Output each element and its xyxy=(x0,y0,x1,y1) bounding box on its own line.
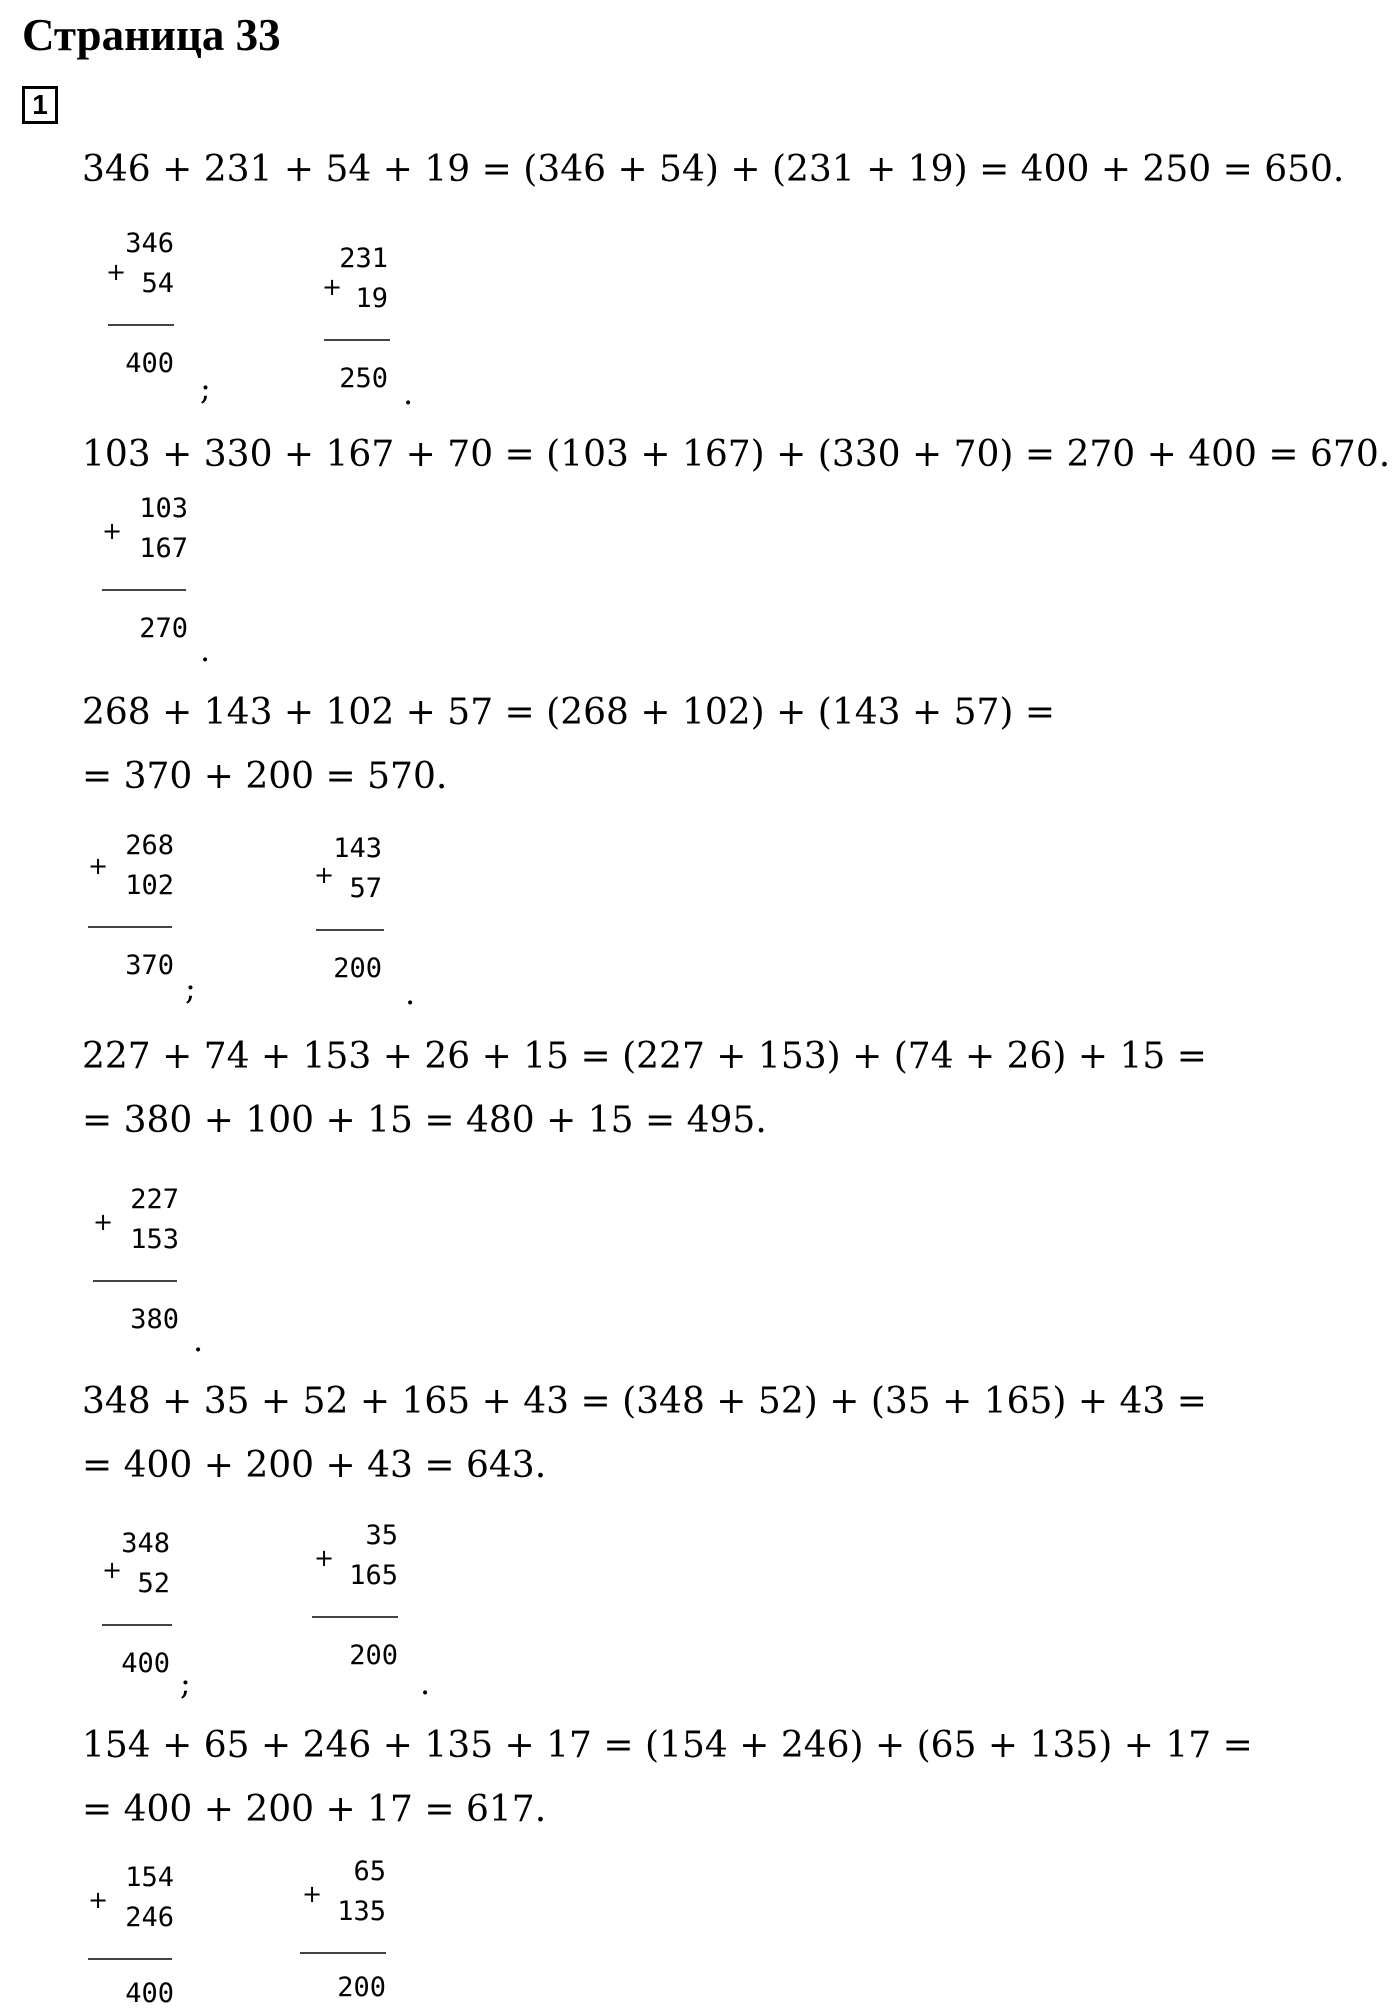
separator: ; xyxy=(200,369,211,407)
sum-line xyxy=(108,324,174,326)
addend-bottom: 19 xyxy=(355,283,388,314)
equation-5-line-2: = 400 + 200 + 43 = 643. xyxy=(82,1445,547,1486)
addend-top: 268 xyxy=(125,830,174,861)
plus-sign: + xyxy=(93,1208,114,1236)
separator: ; xyxy=(185,969,196,1007)
plus-sign: + xyxy=(314,1544,335,1572)
equation-6-line-1: 154 + 65 + 246 + 135 + 17 = (154 + 246) + (65 + 135) + 17 = xyxy=(82,1725,1253,1766)
sum-line xyxy=(93,1280,177,1282)
column-addition xyxy=(86,830,180,990)
page-title: Страница 33 xyxy=(22,10,281,60)
addend-top: 65 xyxy=(353,1856,386,1887)
addend-bottom: 135 xyxy=(337,1896,386,1927)
separator: ; xyxy=(180,1664,191,1702)
sum-line xyxy=(102,589,186,591)
plus-sign: + xyxy=(102,517,123,545)
addend-bottom: 167 xyxy=(139,533,188,564)
addend-top: 154 xyxy=(125,1862,174,1893)
addend-top: 103 xyxy=(139,493,188,524)
sum-line xyxy=(102,1624,172,1626)
sum: 200 xyxy=(333,953,382,984)
equation-3-line-1: 268 + 143 + 102 + 57 = (268 + 102) + (143 + 57) = xyxy=(82,692,1056,733)
equation-5-line-1: 348 + 35 + 52 + 165 + 43 = (348 + 52) + (35 + 165) + 43 = xyxy=(82,1381,1207,1422)
sum-line xyxy=(300,1952,386,1954)
separator: . xyxy=(420,1664,431,1702)
sum: 270 xyxy=(139,613,188,644)
equation-4-line-1: 227 + 74 + 153 + 26 + 15 = (227 + 153) + (74 + 26) + 15 = xyxy=(82,1036,1207,1077)
sum-line xyxy=(316,929,384,931)
addend-bottom: 54 xyxy=(141,268,174,299)
addend-top: 231 xyxy=(339,243,388,274)
sum-line xyxy=(88,926,172,928)
sum: 200 xyxy=(337,1972,386,2003)
separator: . xyxy=(193,1321,204,1359)
plus-sign: + xyxy=(314,861,335,889)
column-addition xyxy=(300,1856,392,2010)
column-addition xyxy=(318,243,398,403)
addend-bottom: 102 xyxy=(125,870,174,901)
equation-4-line-2: = 380 + 100 + 15 = 480 + 15 = 495. xyxy=(82,1100,767,1141)
sum: 400 xyxy=(121,1648,170,1679)
sum-line xyxy=(324,339,390,341)
column-addition xyxy=(91,1184,185,1344)
plus-sign: + xyxy=(88,1886,109,1914)
sum: 250 xyxy=(339,363,388,394)
addend-bottom: 153 xyxy=(130,1224,179,1255)
column-addition xyxy=(100,493,194,653)
plus-sign: + xyxy=(302,1880,323,1908)
sum: 400 xyxy=(125,348,174,379)
column-addition xyxy=(100,1528,180,1688)
sum: 400 xyxy=(125,1978,174,2009)
addend-bottom: 57 xyxy=(349,873,382,904)
addend-top: 346 xyxy=(125,228,174,259)
equation-1: 346 + 231 + 54 + 19 = (346 + 54) + (231 + 19) = 400 + 250 = 650. xyxy=(82,149,1345,190)
plus-sign: + xyxy=(106,258,127,286)
separator: . xyxy=(405,974,416,1012)
column-addition xyxy=(86,1862,180,2010)
addend-bottom: 165 xyxy=(349,1560,398,1591)
addend-top: 227 xyxy=(130,1184,179,1215)
task-number: 1 xyxy=(22,86,58,124)
sum-line xyxy=(312,1616,398,1618)
plus-sign: + xyxy=(102,1556,123,1584)
plus-sign: + xyxy=(322,273,343,301)
equation-6-line-2: = 400 + 200 + 17 = 617. xyxy=(82,1789,547,1830)
sum: 200 xyxy=(349,1640,398,1671)
sum: 370 xyxy=(125,950,174,981)
addend-top: 143 xyxy=(333,833,382,864)
column-addition xyxy=(100,228,180,388)
separator: . xyxy=(403,374,414,412)
addend-top: 348 xyxy=(121,1528,170,1559)
plus-sign: + xyxy=(88,852,109,880)
addend-top: 35 xyxy=(365,1520,398,1551)
addend-bottom: 52 xyxy=(137,1568,170,1599)
column-addition xyxy=(312,833,392,993)
column-addition xyxy=(312,1520,404,1680)
addend-bottom: 246 xyxy=(125,1902,174,1933)
equation-3-line-2: = 370 + 200 = 570. xyxy=(82,756,448,797)
sum-line xyxy=(88,1958,172,1960)
equation-2: 103 + 330 + 167 + 70 = (103 + 167) + (330 + 70) = 270 + 400 = 670. xyxy=(82,434,1391,475)
sum: 380 xyxy=(130,1304,179,1335)
separator: . xyxy=(200,631,211,669)
